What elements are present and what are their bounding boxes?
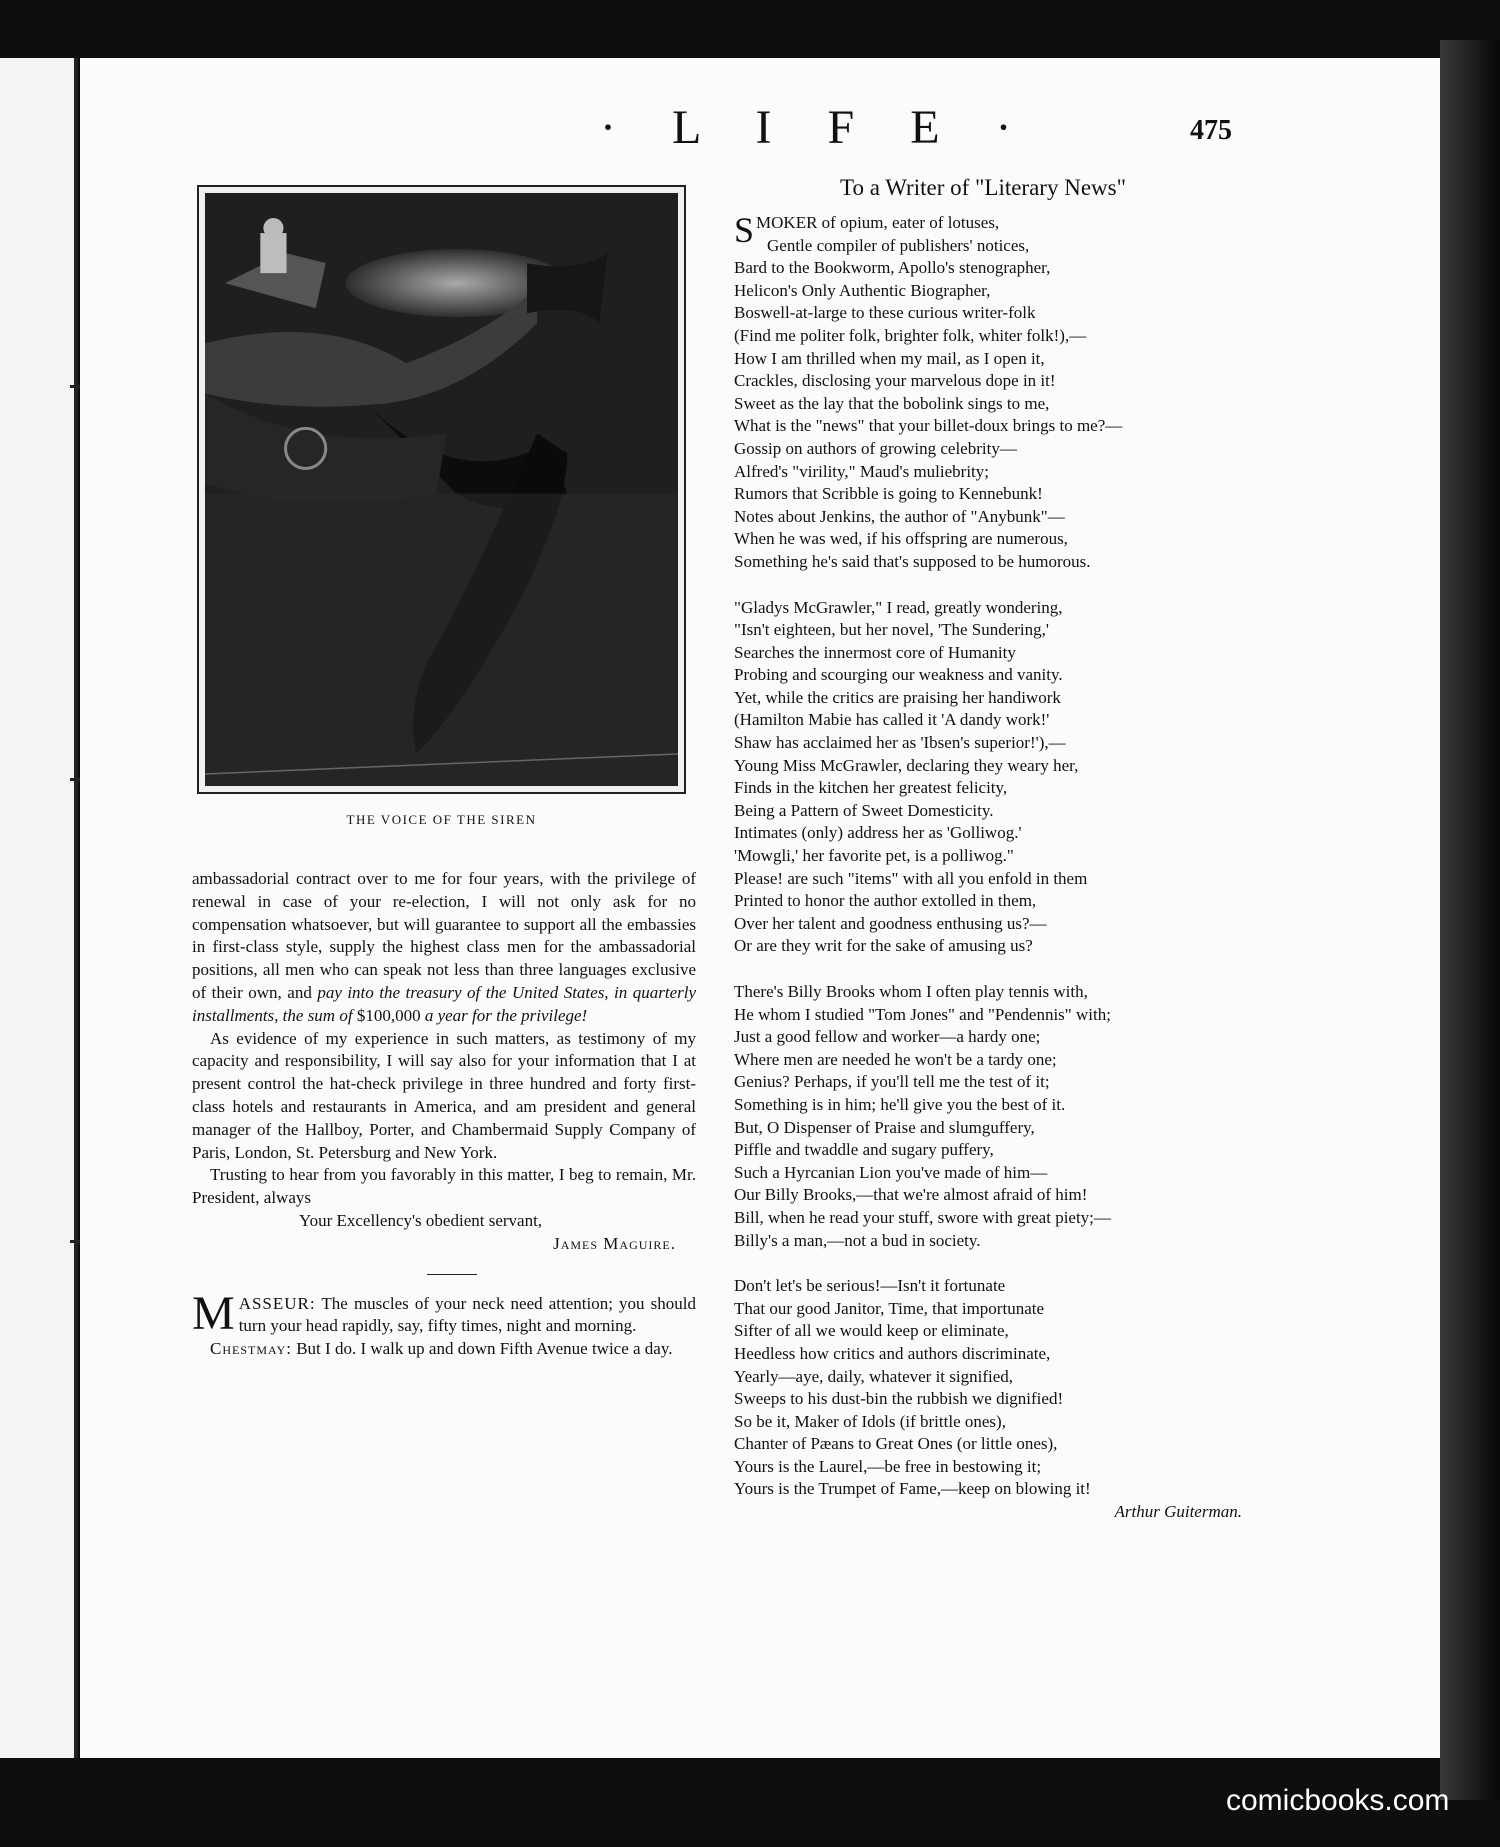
poem-line: Being a Pattern of Sweet Domesticity.	[734, 800, 994, 820]
poem-line: Chanter of Pæans to Great Ones (or little ones),	[734, 1434, 1058, 1454]
poem-line: Gentle compiler of publishers' notices,	[767, 235, 1030, 255]
letter-emphasis: pay into the treasury of the United States, in quarterly installments, the sum of	[192, 982, 697, 1025]
poem-line: Something is in him; he'll give you the best of it.	[734, 1094, 1066, 1114]
page-shadow	[1440, 40, 1500, 1800]
poem-line: He whom I studied "Tom Jones" and "Pendennis" with;	[734, 1004, 1111, 1024]
poem-line: Piffle and twaddle and sugary puffery,	[734, 1140, 994, 1160]
left-column-text	[192, 868, 696, 1361]
poem-line: Heedless how critics and authors discriminate,	[734, 1343, 1051, 1363]
joke-speaker-1: ASSEUR:	[238, 1293, 316, 1313]
poem-line: (Hamilton Mabie has called it 'A dandy work!'	[734, 710, 1050, 730]
poem-line-text: MOKER of opium, eater of lotuses,	[756, 213, 1000, 232]
poem-line: Helicon's Only Authentic Biographer,	[734, 280, 991, 300]
poem-line: Boswell-at-large to these curious writer-folk	[734, 303, 1036, 323]
poem-stanza-1	[734, 212, 1254, 574]
poem-line: Yours is the Laurel,—be free in bestowing it;	[734, 1456, 1042, 1476]
poem-line: (Find me politer folk, brighter folk, whiter folk!),—	[734, 325, 1087, 345]
magazine-title: · L I F E ·	[600, 101, 1034, 154]
joke-line-2: But I do. I walk up and down Fifth Avenue twice a day.	[296, 1339, 673, 1359]
poem-line: "Isn't eighteen, but her novel, 'The Sundering,'	[734, 620, 1049, 640]
poem-line: So be it, Maker of Idols (if brittle ones),	[734, 1411, 1006, 1431]
poem-line: Finds in the kitchen her greatest felicity,	[734, 778, 1008, 798]
poem-author: Arthur Guiterman.	[1114, 1502, 1242, 1522]
poem-line: Yearly—aye, daily, whatever it signified,	[734, 1366, 1014, 1386]
joke-speaker-2: Chestmay:	[210, 1339, 292, 1359]
poem-line: How I am thrilled when my mail, as I open it,	[734, 348, 1045, 368]
poem-line: Yet, while the critics are praising her handiwork	[734, 687, 1061, 707]
site-watermark: comicbooks.com	[1226, 1784, 1450, 1817]
letter-paragraph-2: As evidence of my experience in such matters, as testimony of my capacity and responsibility, I will say also for your information that I at present control the hat-check privilege in three hundred and forty first-class hotels and restaurants in America, and am president and general manager of the Hallboy, Porter, and Chambermaid Supply Company of Paris, London, St. Petersburg and New York.	[192, 1028, 696, 1162]
poem-line: Where men are needed he won't be a tardy one;	[734, 1049, 1057, 1069]
poem-line: That our good Janitor, Time, that importunate	[734, 1298, 1045, 1318]
poem-line: Searches the innermost core of Humanity	[734, 642, 1016, 662]
poem-line: Just a good fellow and worker—a hardy one;	[734, 1027, 1041, 1047]
poem-line: Billy's a man,—not a bud in society.	[734, 1230, 981, 1250]
poem-line: What is the "news" that your billet-doux brings to me?—	[734, 416, 1123, 436]
poem-line: Don't let's be serious!—Isn't it fortunate	[734, 1276, 1006, 1296]
illustration-caption: THE VOICE OF THE SIREN	[346, 812, 537, 827]
joke-dropcap: M	[192, 1286, 235, 1340]
poem-line: Gossip on authors of growing celebrity—	[734, 438, 1017, 458]
poem-stanza-4	[734, 1275, 1254, 1501]
poem-title: To a Writer of "Literary News"	[840, 175, 1126, 200]
poem-line: Our Billy Brooks,—that we're almost afraid of him!	[734, 1185, 1088, 1205]
joke-line-1: The muscles of your neck need attention; you should turn your head rapidly, say, fifty times, night and morning.	[238, 1293, 697, 1336]
siren-illustration	[197, 185, 686, 794]
poem-line: Over her talent and goodness enthusing us?—	[734, 913, 1047, 933]
poem-line: Shaw has acclaimed her as 'Ibsen's superior!'),—	[734, 733, 1066, 753]
poem-dropcap: S	[734, 210, 755, 250]
joke-paragraph-2	[192, 1338, 696, 1361]
poem-line: When he was wed, if his offspring are numerous,	[734, 529, 1068, 549]
poem-line: Sifter of all we would keep or eliminate,	[734, 1321, 1009, 1341]
poem-line: Sweeps to his dust-bin the rubbish we dignified!	[734, 1389, 1064, 1409]
poem-line: There's Billy Brooks whom I often play tennis with,	[734, 982, 1088, 1001]
letter-paragraph-1	[192, 868, 696, 1028]
poem-stanza-3	[734, 981, 1254, 1252]
poem-line: Bill, when he read your stuff, swore with great piety;—	[734, 1207, 1111, 1227]
poem-line: Rumors that Scribble is going to Kennebunk!	[734, 484, 1043, 504]
joke-paragraph-1	[192, 1286, 697, 1340]
poem-line: Such a Hyrcanian Lion you've made of him—	[734, 1162, 1048, 1182]
poem-line: Alfred's "virility," Maud's muliebrity;	[734, 461, 989, 481]
section-divider	[427, 1274, 477, 1275]
letter-closing: Your Excellency's obedient servant,	[299, 1210, 543, 1230]
poem-line: "Gladys McGrawler," I read, greatly wondering,	[734, 597, 1063, 617]
poem-line: 'Mowgli,' her favorite pet, is a polliwog."	[734, 846, 1014, 866]
poem-line: Probing and scourging our weakness and vanity.	[734, 665, 1063, 685]
page-number: 475	[1190, 115, 1232, 146]
poem-line: Sweet as the lay that the bobolink sings to me,	[734, 393, 1050, 413]
poem-line: Yours is the Trumpet of Fame,—keep on blowing it!	[734, 1479, 1091, 1499]
poem-line: Crackles, disclosing your marvelous dope in it!	[734, 371, 1056, 391]
poem-line: Printed to honor the author extolled in them,	[734, 891, 1037, 911]
poem-line: Please! are such "items" with all you enfold in them	[734, 868, 1088, 888]
poem-line: Genius? Perhaps, if you'll tell me the test of it;	[734, 1072, 1050, 1092]
sum-amount: $100,000	[356, 1005, 421, 1025]
poem-line: Bard to the Bookworm, Apollo's stenographer,	[734, 258, 1051, 278]
siren-illustration-drawing	[205, 193, 678, 786]
poem-line: Young Miss McGrawler, declaring they weary her,	[734, 755, 1079, 775]
letter-emphasis-2: a year for the privilege!	[424, 1005, 588, 1025]
poem-line: Or are they writ for the sake of amusing us?	[734, 936, 1033, 956]
letter-paragraph-3: Trusting to hear from you favorably in this matter, I beg to remain, Mr. President, always	[192, 1165, 696, 1208]
poem-line: But, O Dispenser of Praise and slumguffery,	[734, 1117, 1035, 1137]
poem-line: Intimates (only) address her as 'Golliwog.'	[734, 823, 1022, 843]
letter-signature: James Maguire.	[553, 1233, 676, 1253]
poem-stanza-2	[734, 597, 1254, 959]
poem-line: Something he's said that's supposed to be humorous.	[734, 551, 1091, 571]
poem	[734, 212, 1254, 1524]
previous-page-edge	[0, 58, 78, 1758]
poem-line: Notes about Jenkins, the author of "Anybunk"—	[734, 506, 1065, 526]
letter-text: ambassadorial contract over to me for four years, with the privilege of renewal in case of your re-election, I will not only ask for no compensation whatsoever, but will guarantee to support all the embassies in first-class style, supply the highest class men for the ambassadorial positions, all men who can speak not less than three languages exclusive of their own, and	[192, 869, 696, 1002]
